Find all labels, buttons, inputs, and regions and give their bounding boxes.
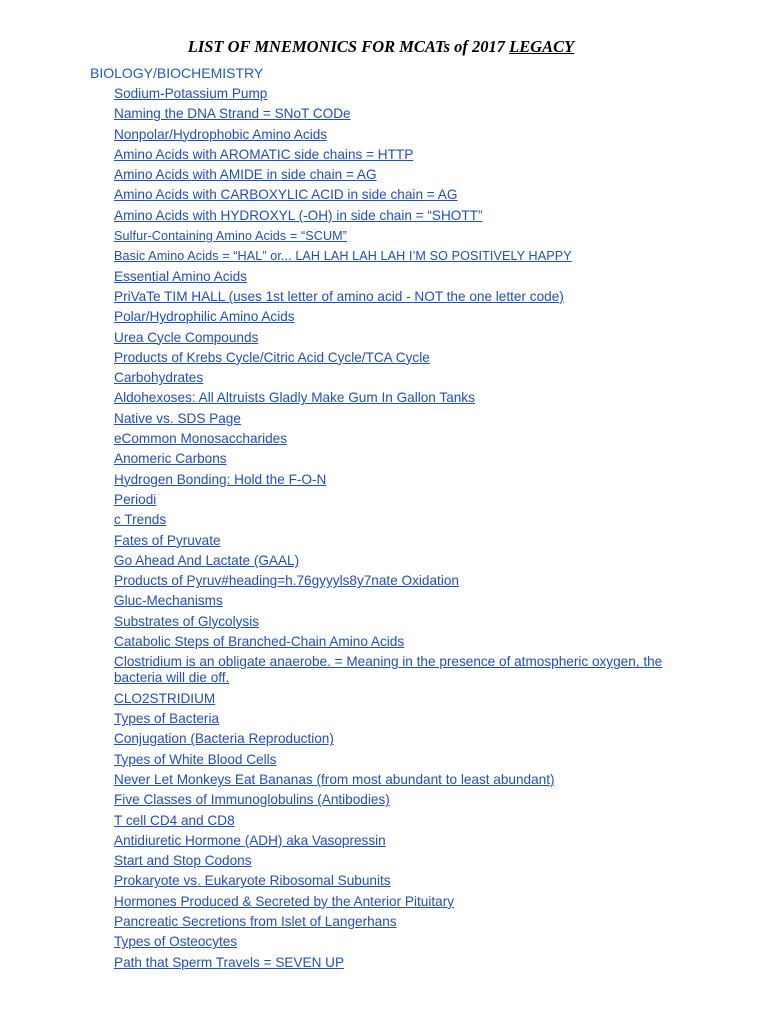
mnemonic-link[interactable]: Urea Cycle Compounds (114, 329, 259, 345)
mnemonic-link[interactable]: Hydrogen Bonding: Hold the F-O-N (114, 471, 327, 487)
mnemonic-link[interactable]: PriVaTe TIM HALL (uses 1st letter of amino acid - NOT the one letter code) (114, 288, 564, 304)
section-heading-biology[interactable]: BIOLOGY/BIOCHEMISTRY (90, 65, 264, 81)
mnemonic-link[interactable]: Polar/Hydrophilic Amino Acids (114, 309, 295, 325)
mnemonic-link[interactable]: Amino Acids with CARBOXYLIC ACID in side chain = AG (114, 187, 458, 203)
mnemonic-link[interactable]: Basic Amino Acids = “HAL” or... LAH LAH LAH LAH I’M SO POSITIVELY HAPPY (114, 249, 572, 264)
mnemonic-link[interactable]: Never Let Monkeys Eat Bananas (from most abundant to least abundant) (114, 772, 555, 787)
mnemonic-link[interactable]: Gluc-Mechanisms (114, 593, 223, 609)
mnemonic-link[interactable]: Pancreatic Secretions from Islet of Langerhans (114, 914, 397, 930)
mnemonic-link[interactable]: Start and Stop Codons (114, 853, 252, 869)
mnemonic-link[interactable]: Naming the DNA Strand = SNoT CODe (114, 106, 351, 122)
mnemonic-link[interactable]: T cell CD4 and CD8 (114, 812, 235, 828)
mnemonic-link[interactable]: Antidiuretic Hormone (ADH) aka Vasopressin (114, 832, 386, 848)
document-title (0, 37, 762, 57)
mnemonic-link[interactable]: Native vs. SDS Page (114, 410, 241, 426)
mnemonic-link[interactable]: Nonpolar/Hydrophobic Amino Acids (114, 126, 328, 142)
mnemonic-link[interactable]: Hormones Produced & Secreted by the Anterior Pituitary (114, 893, 455, 909)
mnemonic-link-list (114, 86, 694, 975)
mnemonic-link[interactable]: Sulfur-Containing Amino Acids = “SCUM” (114, 229, 348, 244)
mnemonic-link[interactable]: Catabolic Steps of Branched-Chain Amino Acids (114, 634, 405, 650)
mnemonic-link[interactable]: Fates of Pyruvate (114, 532, 221, 548)
mnemonic-link[interactable]: Aldohexoses: All Altruists Gladly Make Gum In Gallon Tanks (114, 390, 475, 406)
mnemonic-link[interactable]: Clostridium is an obligate anaerobe. = Meaning in the presence of atmospheric oxygen, the bacteria will die off. (114, 654, 663, 686)
mnemonic-link[interactable]: Types of Bacteria (114, 711, 220, 727)
mnemonic-link[interactable]: Types of Osteocytes (114, 934, 238, 950)
title-legacy-text: LEGACY (509, 37, 575, 56)
mnemonic-link[interactable]: Carbohydrates (114, 370, 204, 386)
mnemonic-link[interactable]: Sodium-Potassium Pump (114, 86, 268, 101)
mnemonic-link[interactable]: Path that Sperm Travels = SEVEN UP (114, 954, 345, 970)
mnemonic-link[interactable]: Conjugation (Bacteria Reproduction) (114, 731, 334, 747)
mnemonic-link[interactable]: Go Ahead And Lactate (GAAL) (114, 552, 300, 568)
mnemonic-link[interactable]: Products of Krebs Cycle/Citric Acid Cycle/TCA Cycle (114, 349, 430, 365)
mnemonic-link[interactable]: Substrates of Glycolysis (114, 613, 260, 629)
title-main-text: LIST OF MNEMONICS FOR MCATs of 2017 (187, 37, 510, 56)
mnemonic-link[interactable]: Products of Pyruv#heading=h.76gyyyls8y7nate Oxidation (114, 573, 459, 589)
mnemonic-link[interactable]: Types of White Blood Cells (114, 751, 277, 767)
mnemonic-link[interactable]: Periodi (114, 491, 157, 507)
mnemonic-link[interactable]: Amino Acids with AMIDE in side chain = AG (114, 167, 377, 183)
mnemonic-link[interactable]: Anomeric Carbons (114, 451, 227, 467)
mnemonic-link[interactable]: eCommon Monosaccharides (114, 431, 288, 447)
mnemonic-link[interactable]: Five Classes of Immunoglobulins (Antibodies) (114, 792, 390, 808)
mnemonic-link[interactable]: Amino Acids with HYDROXYL (-OH) in side chain = “SHOTT” (114, 207, 483, 223)
mnemonic-link[interactable]: Essential Amino Acids (114, 268, 247, 284)
mnemonic-link[interactable]: Amino Acids with AROMATIC side chains = HTTP (114, 146, 414, 162)
mnemonic-link[interactable]: Prokaryote vs. Eukaryote Ribosomal Subunits (114, 873, 391, 889)
mnemonic-link[interactable]: CLO2STRIDIUM (114, 690, 216, 706)
mnemonic-link[interactable]: c Trends (114, 512, 167, 528)
